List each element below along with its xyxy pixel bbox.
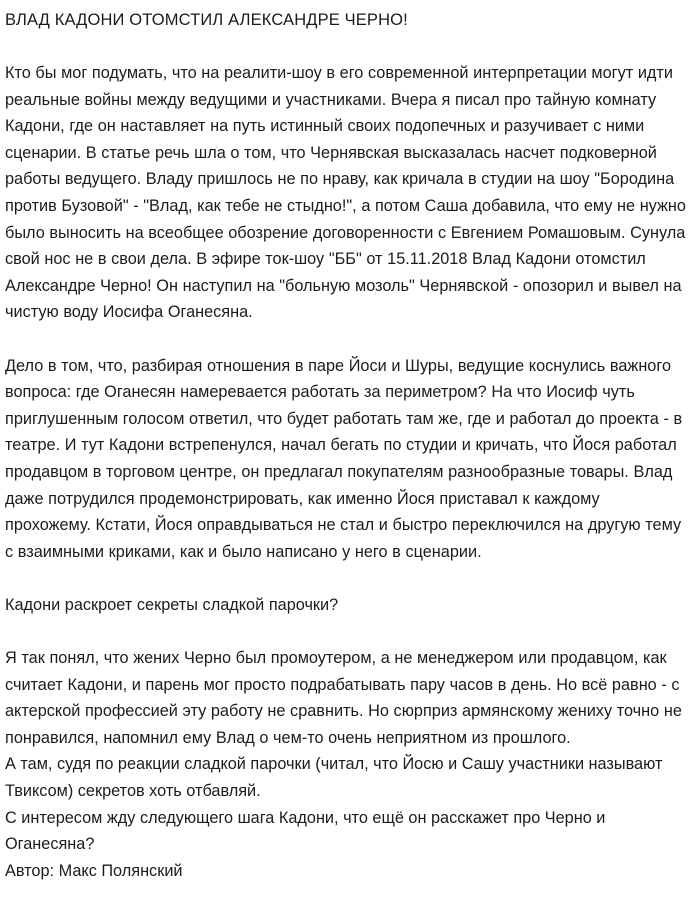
article-closing-line-1: А там, судя по реакции сладкой парочки (читал, что Йосю и Сашу участники называют Твиксом) секретов хоть отбавляй. bbox=[5, 755, 663, 801]
paragraph-gap-2 bbox=[5, 565, 690, 592]
article-closing-line-2: С интересом жду следующего шага Кадони, что ещё он расскажет про Черно и Оганесяна? bbox=[5, 808, 606, 854]
article-paragraph-1: Кто бы мог подумать, что на реалити-шоу в его современной интерпретации могут идти реальные войны между ведущими и участниками. Вчера я писал про тайную комнату Кадони, где он наставляет на путь истинный своих подопечных и разучивает с ними сценарии. В статье речь шла о том, что Чернявская высказалась насчет подковерной работы ведущего. Владу пришлось не по нраву, как кричала в студии на шоу "Бородина против Бузовой" - "Влад, как тебе не стыдно!", а потом Саша добавила, что ему не нужно было выносить на всеобщее обозрение договоренности с Евгением Ромашовым. Сунула свой нос не в свои дела. В эфире ток-шоу "ББ" от 15.11.2018 Влад Кадони отомстил Александре Черно! Он наступил на "больную мозоль" Чернявской - опозорил и вывел на чистую воду Иосифа Оганесяна. bbox=[5, 64, 686, 322]
article-paragraph-2: Дело в том, что, разбирая отношения в паре Йоси и Шуры, ведущие коснулись важного вопроса: где Оганесян намеревается работать за периметром? На что Иосиф чуть приглушенным голосом ответил, что будет работать там же, где и работал до проекта - в театре. И тут Кадони встрепенулся, начал бегать по студии и кричать, что Йося работал продавцом в торговом центре, он предлагал покупателям разнообразные товары. Влад даже потрудился продемонстрировать, как именно Йося приставал к каждому прохожему. Кстати, Йося оправдываться не стал и быстро переключился на другую тему с взаимными криками, как и было написано у него в сценарии. bbox=[5, 356, 683, 561]
paragraph-gap-1 bbox=[5, 326, 690, 353]
article-subheading: Кадони раскроет секреты сладкой парочки? bbox=[5, 595, 339, 614]
page-title: ВЛАД КАДОНИ ОТОМСТИЛ АЛЕКСАНДРЕ ЧЕРНО! bbox=[5, 11, 408, 29]
article-author: Автор: Макс Полянский bbox=[5, 861, 183, 880]
title-spacer bbox=[5, 31, 690, 60]
paragraph-gap-3 bbox=[5, 618, 690, 645]
article-paragraph-3: Я так понял, что жених Черно был промоутером, а не менеджером или продавцом, как считает Кадони, и парень мог просто подрабатывать пару часов в день. Но всё равно - с актерской профессией эту работу не сравнить. Но сюрприз армянскому жениху точно не понравился, напомнил ему Влад о чем-то очень неприятном из прошлого. bbox=[5, 649, 682, 747]
